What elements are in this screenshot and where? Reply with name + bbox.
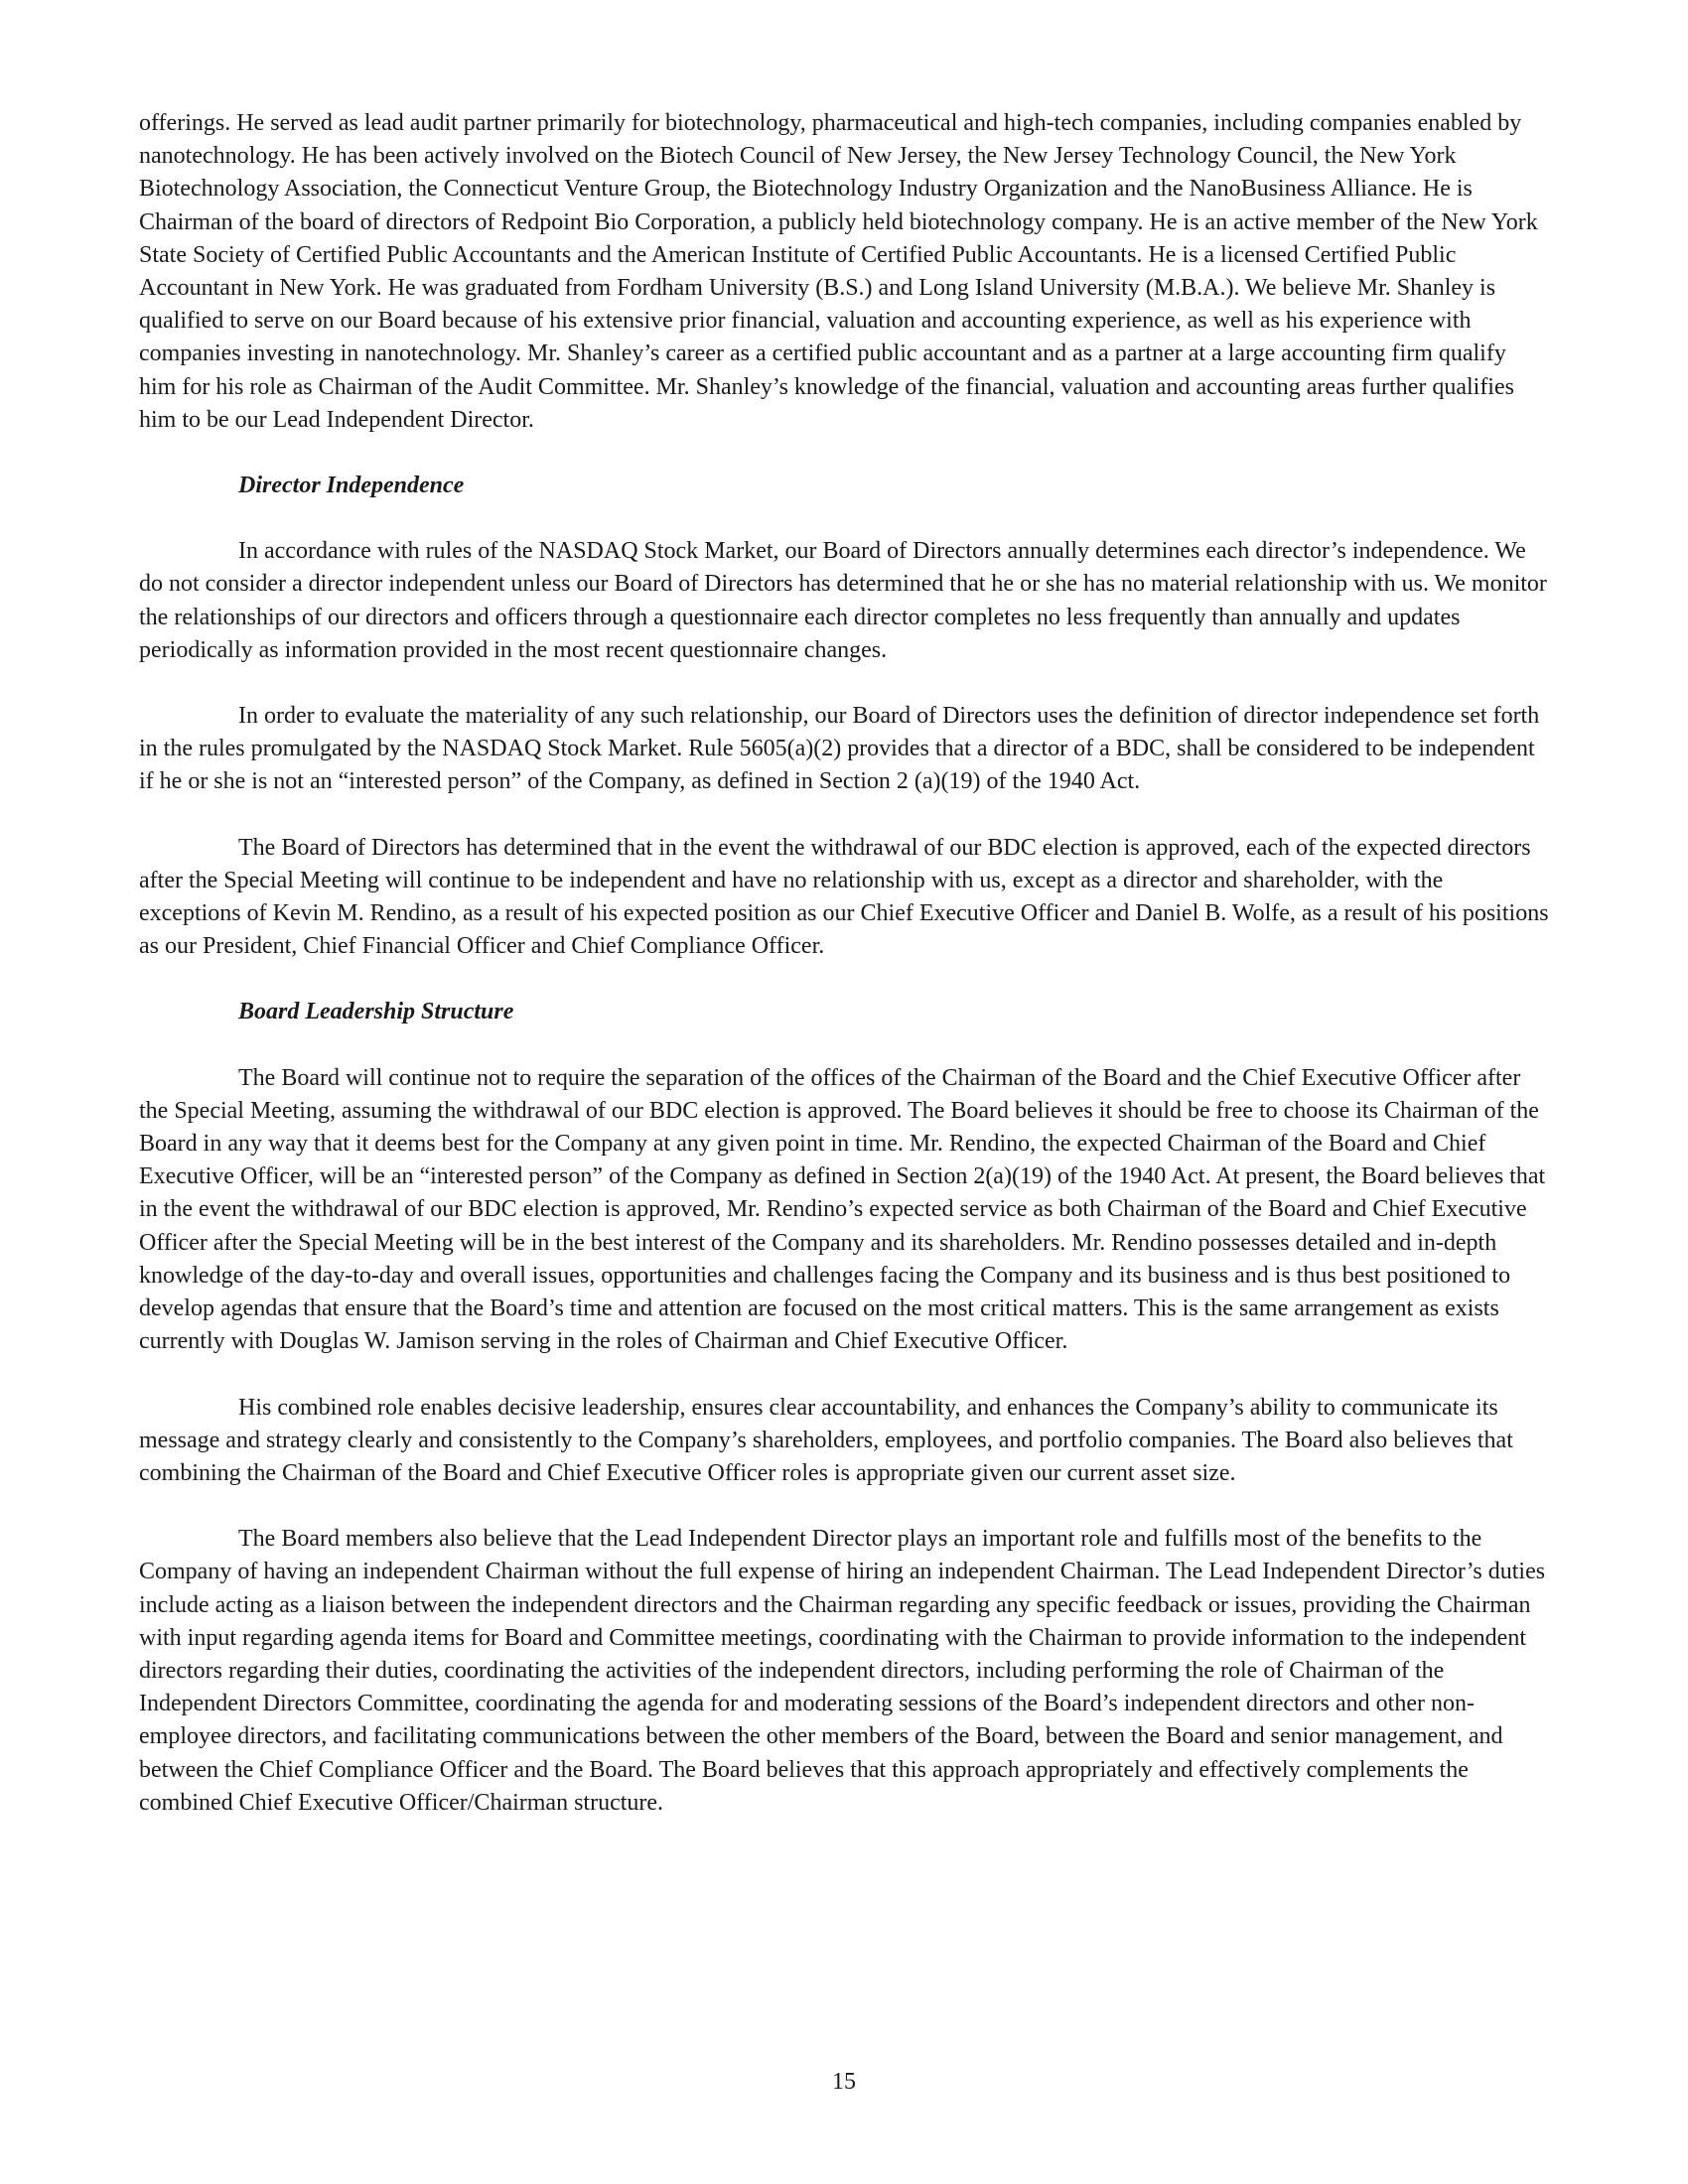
director-independence-heading: Director Independence [238, 473, 465, 499]
board-leadership-paragraph-2: His combined role enables decisive leadership, ensures clear accountability, and enhances the Company’s ability to communicate its message and strategy clearly and consistently to the Company’s shareholders, employees, and portfolio companies. The Board also believes that combining the Chairman of the Board and Chief Executive Officer roles is appropriate given our current asset size. [139, 1394, 1513, 1486]
intro-paragraph: offerings. He served as lead audit partner primarily for biotechnology, pharmaceutical and high-tech companies, including companies enabled by nanotechnology. He has been actively involved on the Biotech Council of New Jersey, the New Jersey Technology Council, the New York Biotechnology Association, the Connecticut Venture Group, the Biotechnology Industry Organization and the NanoBusiness Alliance. He is Chairman of the board of directors of Redpoint Bio Corporation, a publicly held biotechnology company. He is an active member of the New York State Society of Certified Public Accountants and the American Institute of Certified Public Accountants. He is a licensed Certified Public Accountant in New York. He was graduated from Fordham University (B.S.) and Long Island University (M.B.A.). We believe Mr. Shanley is qualified to serve on our Board because of his extensive prior financial, valuation and accounting experience, as well as his experience with companies investing in nanotechnology. Mr. Shanley’s career as a certified public accountant and as a partner at a large accounting firm qualify him for his role as Chairman of the Audit Committee. Mr. Shanley’s knowledge of the financial, valuation and accounting areas further qualifies him to be our Lead Independent Director. [139, 110, 1538, 433]
page-number: 15 [832, 2069, 856, 2095]
director-independence-paragraph-1: In accordance with rules of the NASDAQ Stock Market, our Board of Directors annually determines each director’s independence. We do not consider a director independent unless our Board of Directors has determined that he or she has no material relationship with us. We monitor the relationships of our directors and officers through a questionnaire each director completes no less frequently than annually and updates periodically as information provided in the most recent questionnaire changes. [139, 538, 1547, 663]
board-leadership-heading: Board Leadership Structure [238, 999, 514, 1025]
document-page [139, 107, 1549, 1852]
director-independence-paragraph-2: In order to evaluate the materiality of any such relationship, our Board of Directors uses the definition of director independence set forth in the rules promulgated by the NASDAQ Stock Market. Rule 5605(a)(2) provides that a director of a BDC, shall be considered to be independent if he or she is not an “interested person” of the Company, as defined in Section 2 (a)(19) of the 1940 Act. [139, 703, 1540, 795]
board-leadership-paragraph-3: The Board members also believe that the Lead Independent Director plays an important role and fulfills most of the benefits to the Company of having an independent Chairman without the full expense of hiring an independent Chairman. The Lead Independent Director’s duties include acting as a liaison between the independent directors and the Chairman regarding any specific feedback or issues, providing the Chairman with input regarding agenda items for Board and Committee meetings, coordinating with the Chairman to provide information to the independent directors regarding their duties, coordinating the activities of the independent directors, including performing the role of Chairman of the Independent Directors Committee, coordinating the agenda for and moderating sessions of the Board’s independent directors and other non-employee directors, and facilitating communications between the other members of the Board, between the Board and senior management, and between the Chief Compliance Officer and the Board. The Board believes that this approach appropriately and effectively complements the combined Chief Executive Officer/Chairman structure. [139, 1526, 1546, 1816]
board-leadership-paragraph-1: The Board will continue not to require the separation of the offices of the Chairman of the Board and the Chief Executive Officer after the Special Meeting, assuming the withdrawal of our BDC election is approved. The Board believes it should be free to choose its Chairman of the Board in any way that it deems best for the Company at any given point in time. Mr. Rendino, the expected Chairman of the Board and Chief Executive Officer, will be an “interested person” of the Company as defined in Section 2(a)(19) of the 1940 Act. At present, the Board believes that in the event the withdrawal of our BDC election is approved, Mr. Rendino’s expected service as both Chairman of the Board and Chief Executive Officer after the Special Meeting will be in the best interest of the Company and its shareholders. Mr. Rendino possesses detailed and in-depth knowledge of the day-to-day and overall issues, opportunities and challenges facing the Company and its business and is thus best positioned to develop agendas that ensure that the Board’s time and attention are focused on the most critical matters. This is the same arrangement as exists currently with Douglas W. Jamison serving in the roles of Chairman and Chief Executive Officer. [139, 1064, 1546, 1355]
director-independence-paragraph-3: The Board of Directors has determined that in the event the withdrawal of our BDC election is approved, each of the expected directors after the Special Meeting will continue to be independent and have no relationship with us, except as a director and shareholder, with the exceptions of Kevin M. Rendino, as a result of his expected position as our Chief Executive Officer and Daniel B. Wolfe, as a result of his positions as our President, Chief Financial Officer and Chief Compliance Officer. [139, 834, 1549, 960]
